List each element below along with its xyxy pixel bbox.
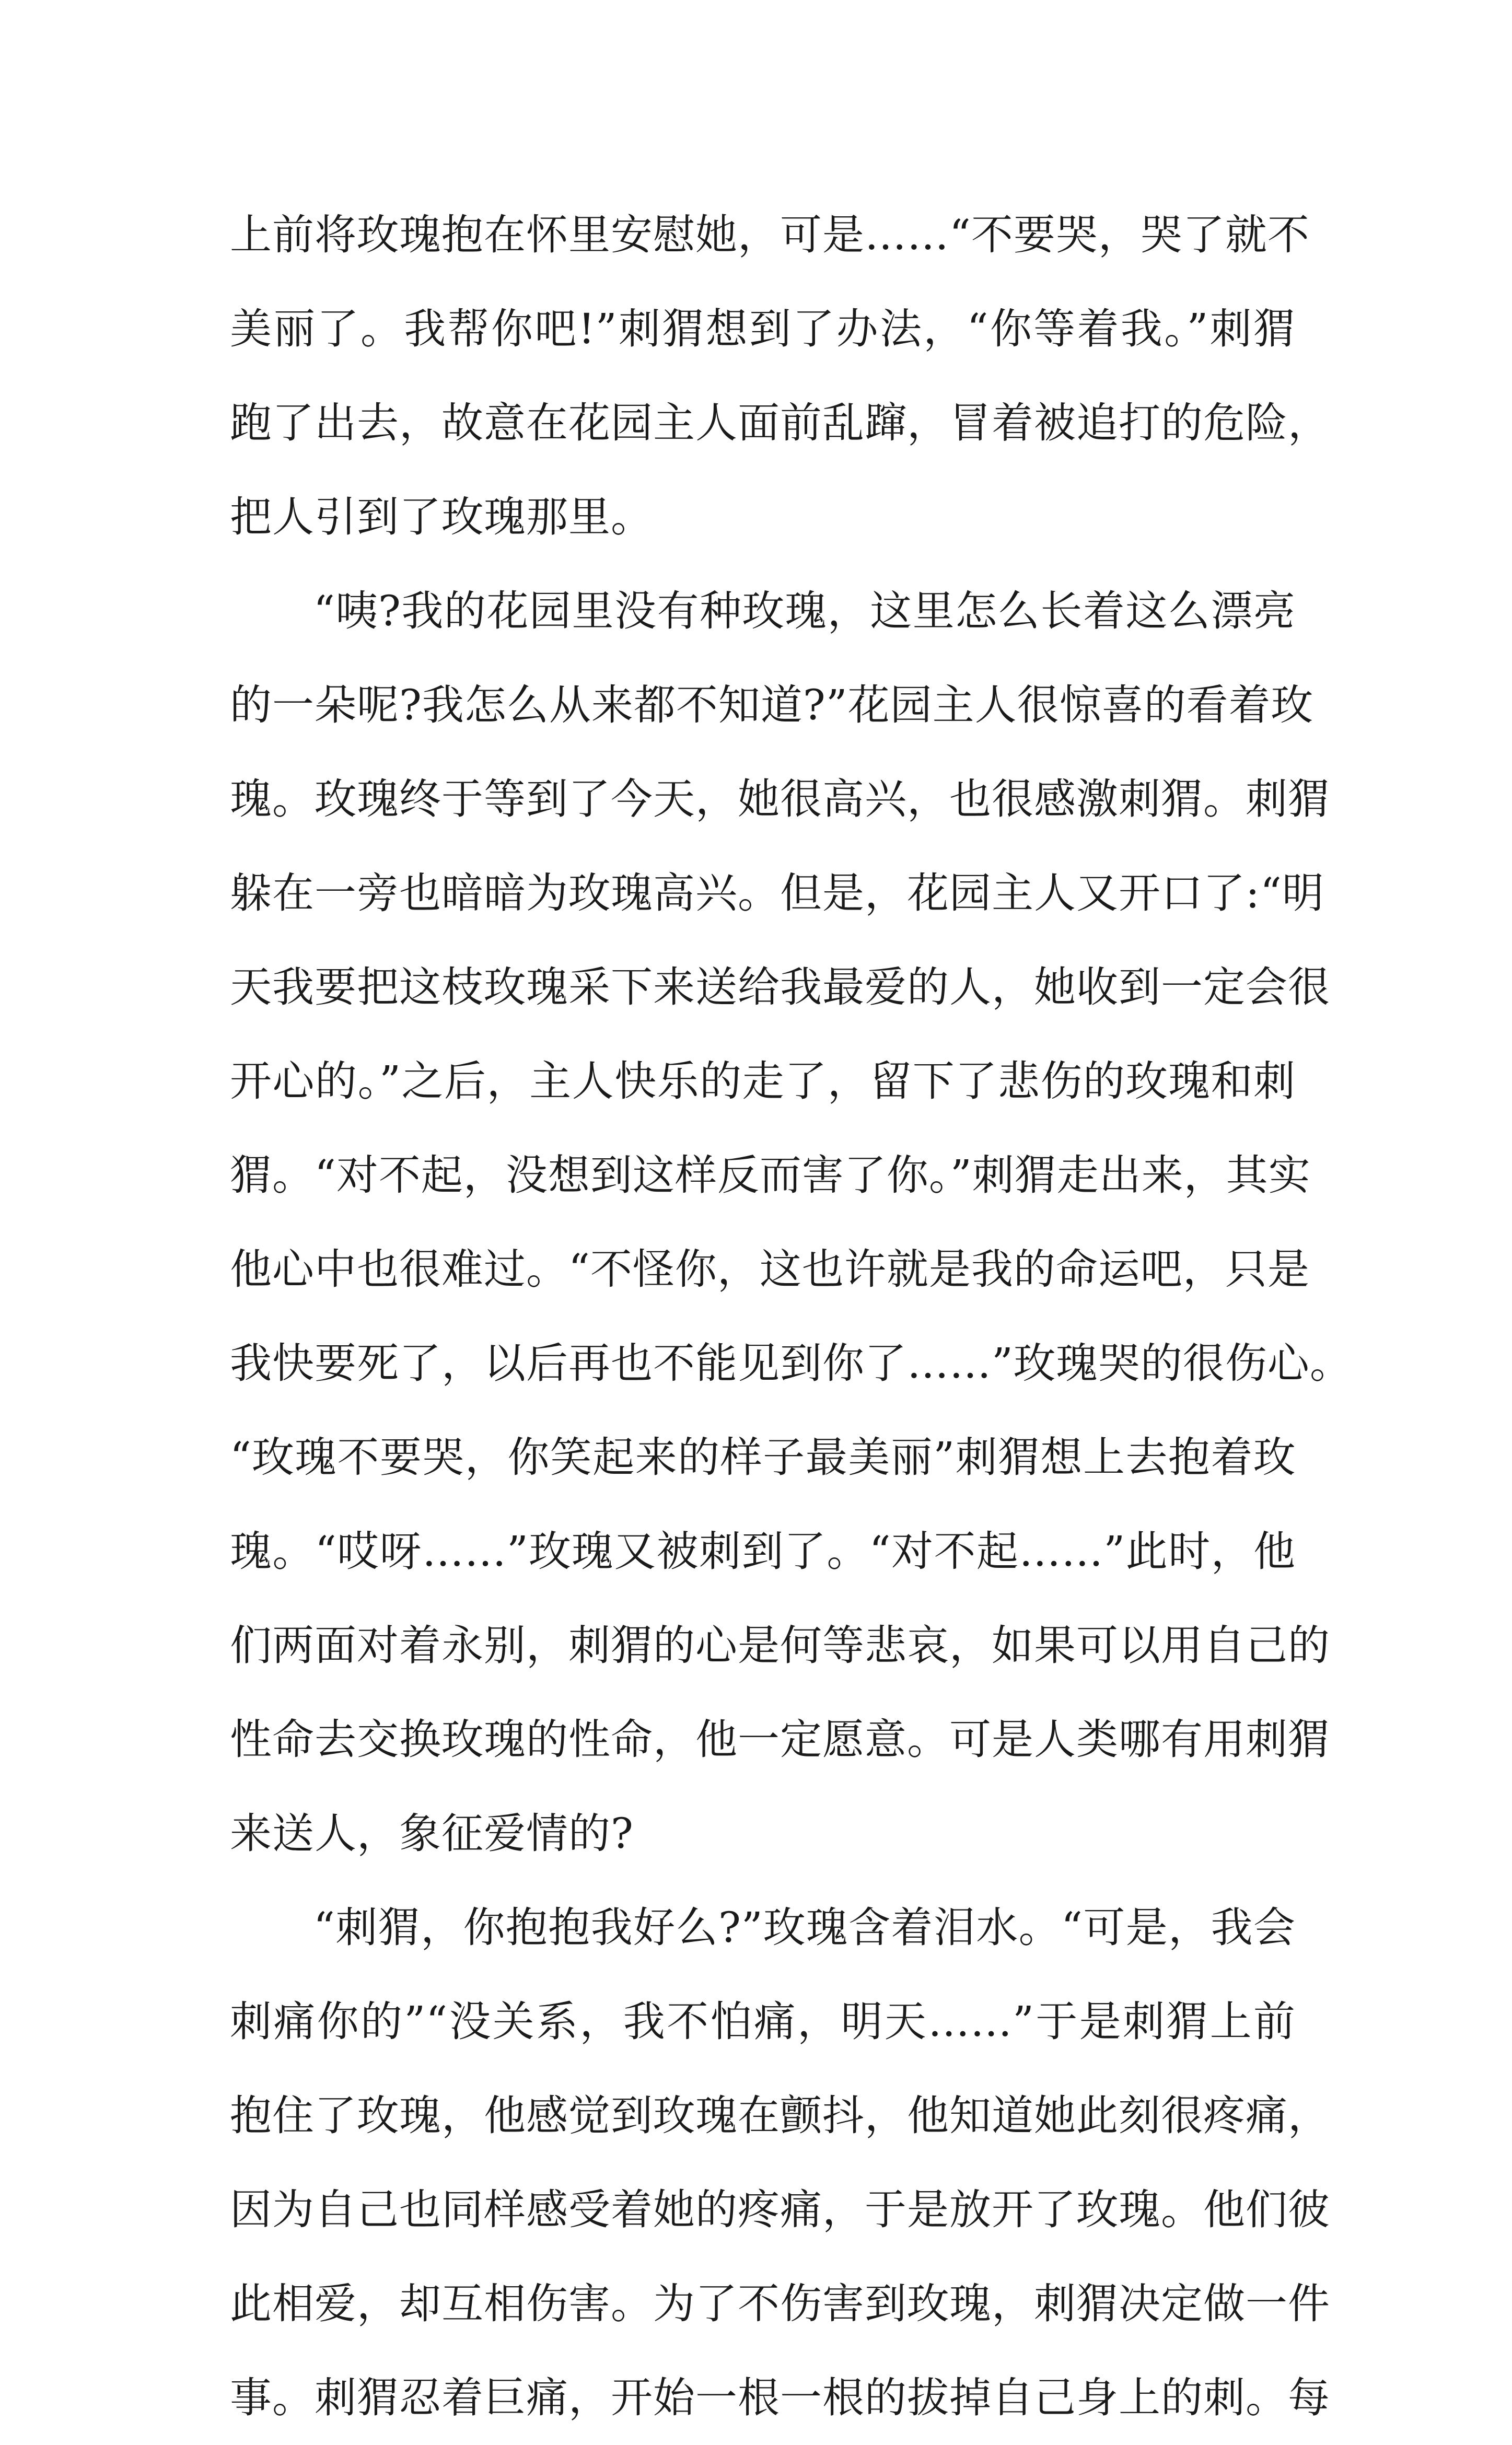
paragraph-3-line-3: 抱住了玫瑰，他感觉到玫瑰在颤抖，他知道她此刻很疼痛， [230,2091,1330,2140]
paragraph-2-line-1: “咦?我的花园里没有种玫瑰，这里怎么长着这么漂亮 [313,587,1296,635]
paragraph-2-line-6: 开心的。”之后，主人快乐的走了，留下了悲伤的玫瑰和刺 [230,1057,1296,1105]
paragraph-1-line-3: 跑了出去，故意在花园主人面前乱蹿，冒着被追打的危险， [230,399,1330,447]
paragraph-1-line-2: 美丽了。我帮你吧!”刺猬想到了办法，“你等着我。”刺猬 [230,305,1296,353]
paragraph-2-line-14: 来送人，象征爱情的? [230,1809,634,1858]
paragraph-2-line-10: “玫瑰不要哭，你笑起来的样子最美丽”刺猬想上去抱着玫 [230,1433,1296,1482]
paragraph-2-line-4: 躲在一旁也暗暗为玫瑰高兴。但是，花园主人又开口了:“明 [230,869,1324,917]
paragraph-2-line-8: 他心中也很难过。“不怪你，这也许就是我的命运吧，只是 [230,1245,1310,1294]
paragraph-1-line-4: 把人引到了玫瑰那里。 [230,493,653,541]
paragraph-1-line-1: 上前将玫瑰抱在怀里安慰她，可是……“不要哭，哭了就不 [230,211,1310,259]
paragraph-3-line-1: “刺猬，你抱抱我好么?”玫瑰含着泪水。“可是，我会 [313,1903,1296,1952]
paragraph-3-line-5: 此相爱，却互相伤害。为了不伤害到玫瑰，刺猬决定做一件 [230,2279,1330,2328]
document-body [230,188,1352,2445]
paragraph-2-line-13: 性命去交换玫瑰的性命，他一定愿意。可是人类哪有用刺猬 [230,1715,1330,1764]
paragraph-2-line-2: 的一朵呢?我怎么从来都不知道?”花园主人很惊喜的看着玫 [230,681,1313,729]
paragraph-3-line-2: 刺痛你的”“没关系，我不怕痛，明天……”于是刺猬上前 [230,1997,1296,2046]
paragraph-3-line-4: 因为自己也同样感受着她的疼痛，于是放开了玫瑰。他们彼 [230,2185,1330,2234]
paragraph-2-line-12: 们两面对着永别，刺猬的心是何等悲哀，如果可以用自己的 [230,1621,1330,1670]
paragraph-3-line-6: 事。刺猬忍着巨痛，开始一根一根的拔掉自己身上的刺。每 [230,2373,1330,2422]
paragraph-2-line-3: 瑰。玫瑰终于等到了今天，她很高兴，也很感激刺猬。刺猬 [230,775,1330,823]
paragraph-2-line-11: 瑰。“哎呀……”玫瑰又被刺到了。“对不起……”此时，他 [230,1527,1296,1576]
paragraph-2-line-5: 天我要把这枝玫瑰采下来送给我最爱的人，她收到一定会很 [230,963,1330,1011]
paragraph-2-line-9: 我快要死了，以后再也不能见到你了……”玫瑰哭的很伤心。 [230,1339,1352,1388]
paragraph-2-line-7: 猬。“对不起，没想到这样反而害了你。”刺猬走出来，其实 [230,1151,1311,1200]
